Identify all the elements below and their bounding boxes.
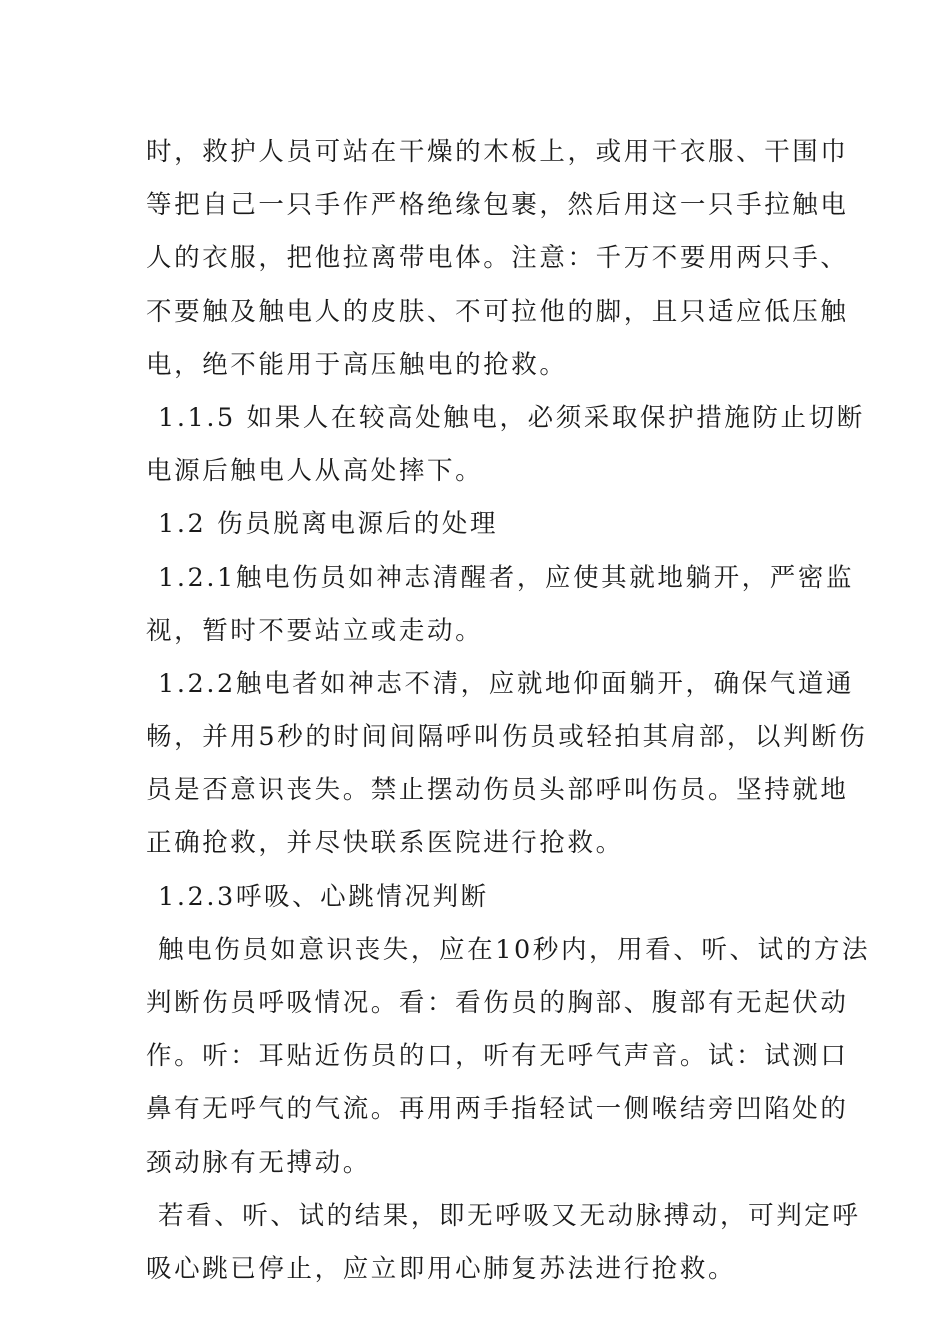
text-line-22: 吸心跳已停止，应立即用心肺复苏法进行抢救。 <box>146 1253 737 1284</box>
paragraph-start-breathing-check: 触电伤员如意识丧失，应在10秒内，用看、听、试的方法 <box>158 934 871 965</box>
section-1-2-2: 1.2.2触电者如神志不清，应就地仰面躺开，确保气道通 <box>158 668 855 699</box>
document-body <box>146 126 871 1296</box>
paragraph-start-cpr: 若看、听、试的结果，即无呼吸又无动脉搏动，可判定呼 <box>158 1200 861 1231</box>
text-line-19: 鼻有无呼气的气流。再用两手指轻试一侧喉结旁凹陷处的 <box>146 1094 849 1125</box>
text-line-4: 不要触及触电人的皮肤、不可拉他的脚，且只适应低压触 <box>146 296 849 327</box>
text-line-1: 时，救护人员可站在干燥的木板上，或用干衣服、干围巾 <box>146 137 849 167</box>
section-1-2-1: 1.2.1触电伤员如神志清醒者，应使其就地躺开，严密监 <box>158 562 855 593</box>
text-line-7: 电源后触电人从高处摔下。 <box>146 456 484 487</box>
text-line-5: 电，绝不能用于高压触电的抢救。 <box>146 349 568 380</box>
text-line-3: 人的衣服，把他拉离带电体。注意：千万不要用两只手、 <box>146 243 849 274</box>
section-1-2-3: 1.2.3呼吸、心跳情况判断 <box>158 881 489 912</box>
text-line-18: 作。听：耳贴近伤员的口，听有无呼气声音。试：试测口 <box>146 1041 849 1072</box>
text-line-10: 视，暂时不要站立或走动。 <box>146 615 484 646</box>
text-line-14: 正确抢救，并尽快联系医院进行抢救。 <box>146 828 624 859</box>
text-line-12: 畅，并用5秒的时间间隔呼叫伤员或轻拍其肩部，以判断伤 <box>146 722 868 753</box>
section-1-1-5: 1.1.5 如果人在较高处触电，必须采取保护措施防止切断 <box>158 402 865 433</box>
text-line-17: 判断伤员呼吸情况。看：看伤员的胸部、腹部有无起伏动 <box>146 988 849 1018</box>
text-line-2: 等把自己一只手作严格绝缘包裹，然后用这一只手拉触电 <box>146 190 849 221</box>
text-line-13: 员是否意识丧失。禁止摆动伤员头部呼叫伤员。坚持就地 <box>146 775 849 806</box>
text-line-20: 颈动脉有无搏动。 <box>146 1147 371 1178</box>
section-heading-1-2: 1.2 伤员脱离电源后的处理 <box>158 509 499 540</box>
